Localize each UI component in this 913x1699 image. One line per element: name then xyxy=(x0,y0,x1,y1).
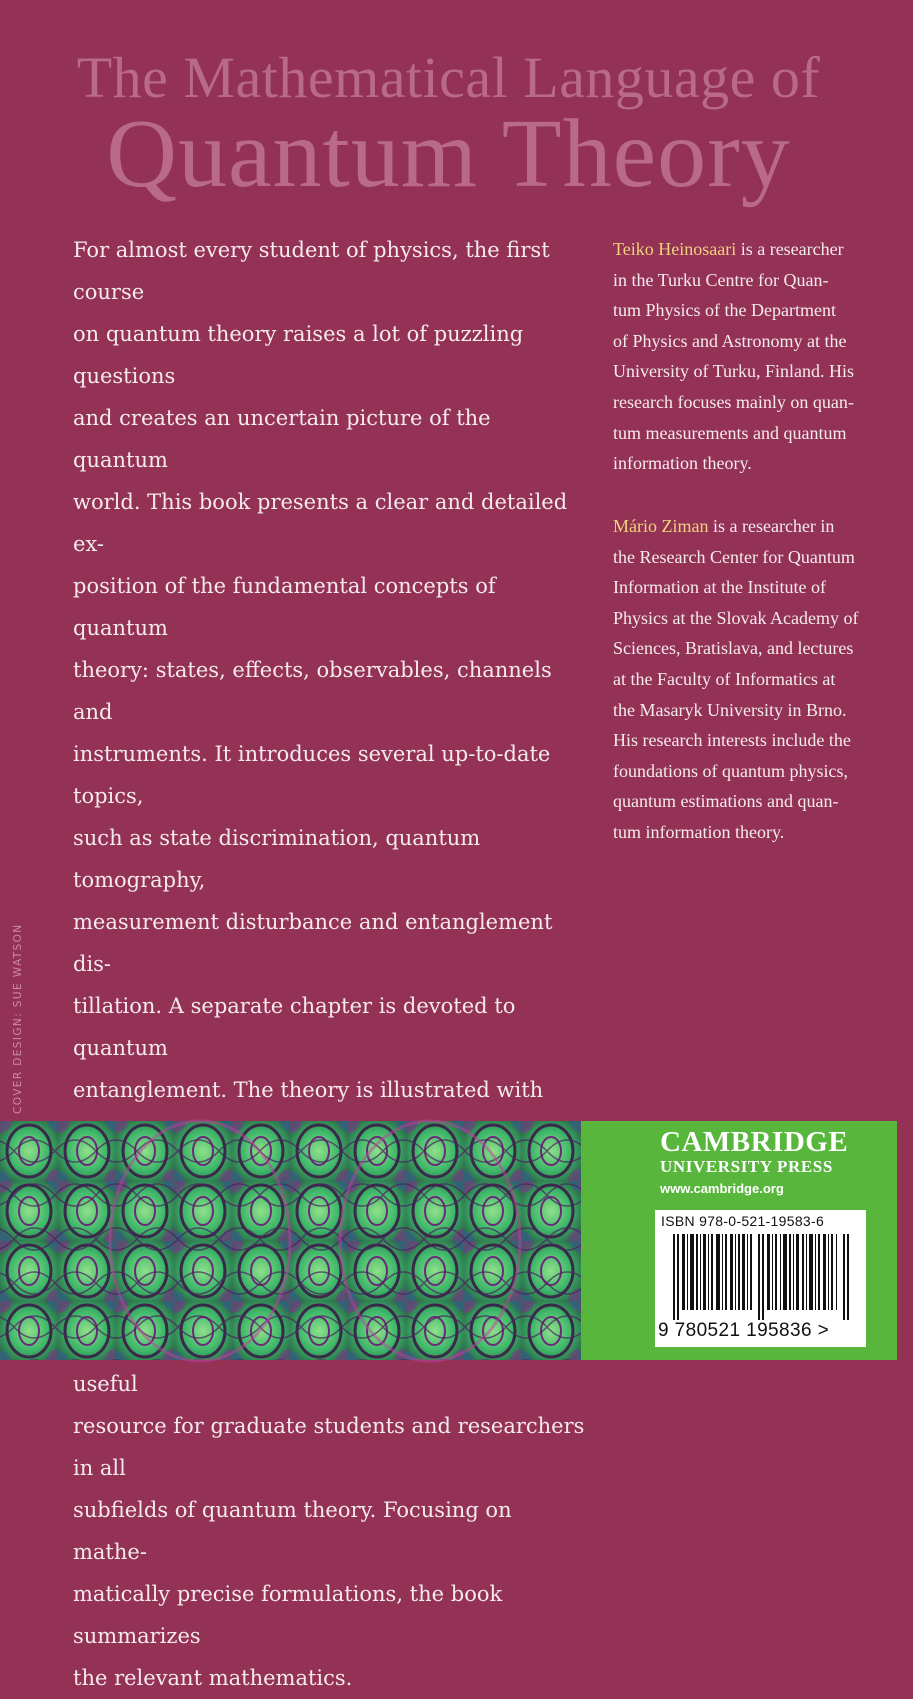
blurb-line: useful xyxy=(73,1372,138,1396)
barcode-bars xyxy=(673,1234,849,1320)
bio-line: tum measurements and quantum xyxy=(613,422,847,443)
bio-line: tum Physics of the Department xyxy=(613,300,836,321)
blurb-line: measurement disturbance and entanglement dis- xyxy=(73,910,553,976)
author-bio-heinosaari xyxy=(613,234,913,479)
bio-line: at the Faculty of Informatics at xyxy=(613,668,836,689)
blurb-line: the relevant mathematics. xyxy=(73,1666,353,1690)
author-bio-ziman xyxy=(613,511,913,848)
blurb-line: and creates an uncertain picture of the quantum xyxy=(73,406,491,472)
blurb-line: For almost every student of physics, the first course xyxy=(73,238,550,304)
bio-line: the Masaryk University in Brno. xyxy=(613,699,847,720)
blurb-line: resource for graduate students and researchers in all xyxy=(73,1414,585,1480)
bio-line: research focuses mainly on quan- xyxy=(613,391,854,412)
isbn-barcode xyxy=(655,1210,866,1347)
cover-design-credit: COVER DESIGN: SUE WATSON xyxy=(12,923,24,1114)
title-line-1: The Mathematical Language of xyxy=(76,45,821,110)
blurb-line: instruments. It introduces several up-to-date topics, xyxy=(73,742,551,808)
bio-line: Sciences, Bratislava, and lectures xyxy=(613,638,854,659)
barcode-digits: 9 780521 195836 > xyxy=(658,1320,830,1341)
bio-line: is a researcher in xyxy=(708,516,835,536)
blurb-line: tillation. A separate chapter is devoted to quantum xyxy=(73,994,516,1060)
bio-line: Information at the Institute of xyxy=(613,577,826,598)
bio-line: foundations of quantum physics, xyxy=(613,760,848,781)
bio-first-line xyxy=(613,234,913,265)
bio-line: the Research Center for Quantum xyxy=(613,546,855,567)
bio-first-line xyxy=(613,511,913,542)
bio-line: information theory. xyxy=(613,453,752,474)
bio-line: is a researcher xyxy=(736,239,844,259)
blurb-line: on quantum theory raises a lot of puzzling questions xyxy=(73,322,524,388)
bio-line: quantum estimations and quan- xyxy=(613,791,839,812)
blurb-line: entanglement. The theory is illustrated with xyxy=(73,1078,544,1102)
quantum-pattern-artwork xyxy=(0,1121,581,1360)
bio-line: University of Turku, Finland. His xyxy=(613,361,855,382)
blurb-line: world. This book presents a clear and detailed ex- xyxy=(73,490,568,556)
bio-line: His research interests include the xyxy=(613,730,851,751)
blurb-line: position of the fundamental concepts of quantum xyxy=(73,574,496,640)
blurb-line: matically precise formulations, the book summarizes xyxy=(73,1582,503,1648)
blurb-line: such as state discrimination, quantum tomography, xyxy=(73,826,481,892)
blurb-line: subfields of quantum theory. Focusing on mathe- xyxy=(73,1498,512,1564)
bio-line: tum information theory. xyxy=(613,821,785,842)
publisher-subname: UNIVERSITY PRESS xyxy=(660,1157,833,1176)
publisher-name: CAMBRIDGE xyxy=(660,1126,849,1158)
publisher-website[interactable]: www.cambridge.org xyxy=(660,1181,784,1196)
blurb-line: theory: states, effects, observables, channels and xyxy=(73,658,552,724)
author-name: Mário Ziman xyxy=(613,516,709,536)
isbn-label: ISBN 978-0-521-19583-6 xyxy=(661,1213,825,1229)
title-line-2: Quantum Theory xyxy=(106,100,791,208)
bio-line: Physics at the Slovak Academy of xyxy=(613,607,859,628)
book-description xyxy=(73,229,588,1699)
bio-line: in the Turku Centre for Quan- xyxy=(613,269,829,290)
bio-line: of Physics and Astronomy at the xyxy=(613,330,847,351)
author-name: Teiko Heinosaari xyxy=(613,239,737,259)
